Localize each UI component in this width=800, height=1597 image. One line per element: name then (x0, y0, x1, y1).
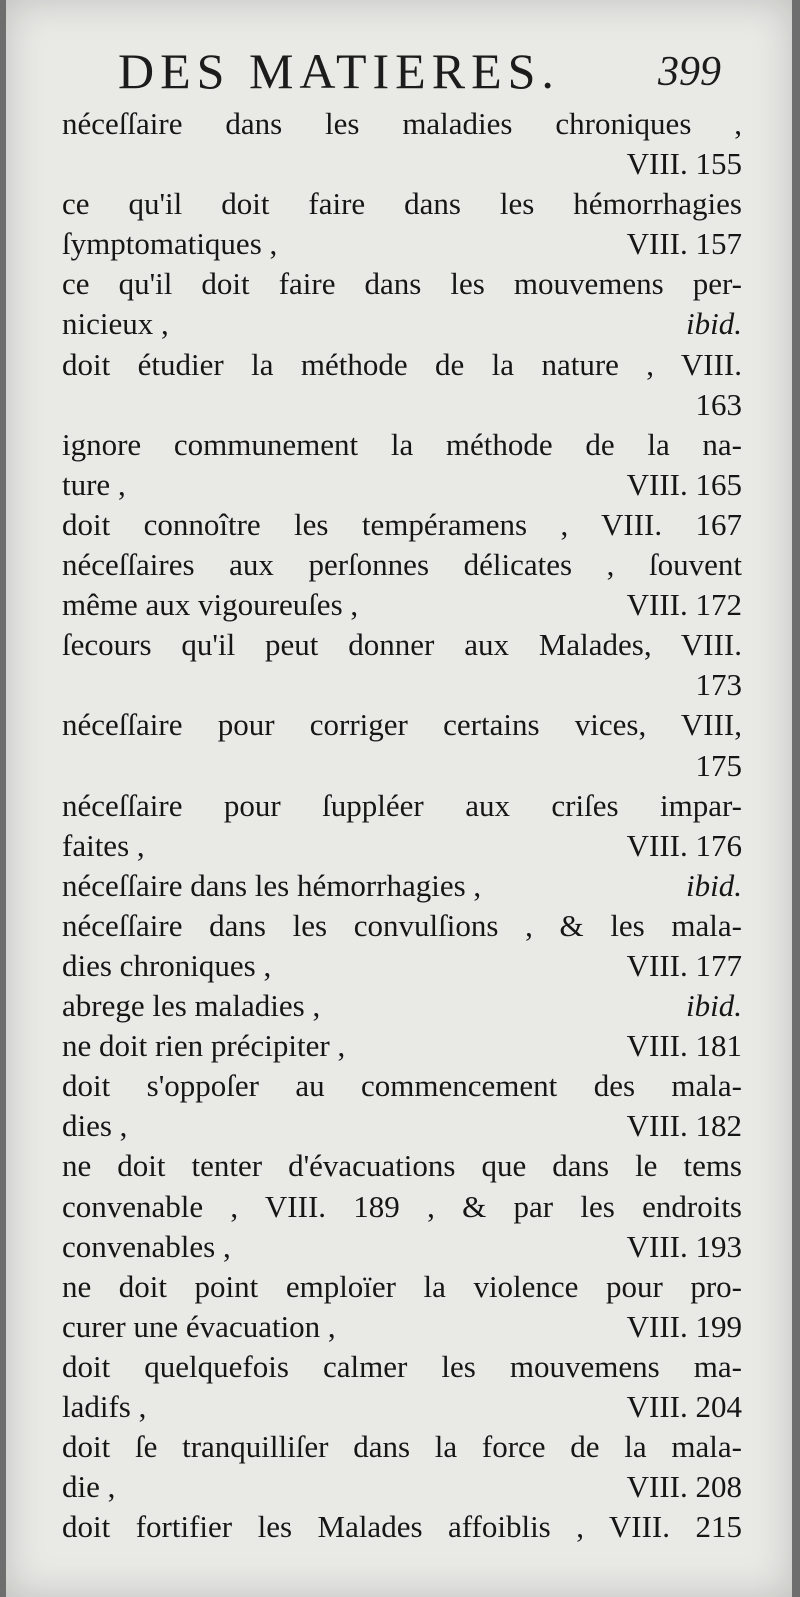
index-line (62, 1467, 742, 1507)
entry-reference: VIII. 199 (626, 1308, 742, 1344)
index-line (62, 264, 742, 304)
index-line (62, 1267, 742, 1307)
index-line (62, 1427, 742, 1467)
entry-reference: 173 (695, 667, 742, 703)
index-line (62, 104, 742, 144)
entry-text: néceſſaire dans les hémorrhagies , (62, 867, 482, 903)
entry-reference: VIII. 172 (626, 587, 742, 623)
header-title: DES MATIERES. (118, 43, 560, 99)
entry-text: die , (62, 1469, 116, 1505)
index-line (62, 304, 742, 344)
entry-reference: ibid. (686, 306, 742, 342)
entry-reference: VIII. 193 (626, 1228, 742, 1264)
index-line (62, 826, 742, 866)
index-line (62, 906, 742, 946)
entry-text: ignore communement la méthode de la na- (62, 426, 742, 462)
index-line (62, 1146, 742, 1186)
entry-text: curer une évacuation , (62, 1308, 336, 1344)
entry-text: convenables , (62, 1228, 231, 1264)
index-line (62, 385, 742, 425)
index-entries (62, 104, 742, 1547)
index-line (62, 1507, 742, 1547)
index-line (62, 1066, 742, 1106)
entry-reference: ibid. (686, 867, 742, 903)
entry-text: nicieux , (62, 306, 169, 342)
index-line (62, 665, 742, 705)
entry-reference: VIII. 165 (626, 466, 742, 502)
entry-reference: VIII. 204 (626, 1389, 742, 1424)
entry-reference: VIII. 182 (626, 1108, 742, 1144)
entry-reference: ibid. (686, 988, 742, 1024)
entry-reference: VIII. 157 (626, 226, 742, 262)
index-line (62, 345, 742, 385)
index-line (62, 1307, 742, 1347)
index-line (62, 786, 742, 826)
entry-text: doit étudier la méthode de la nature , VIII. (62, 346, 742, 382)
entry-text: doit connoître les tempéramens , VIII. 167 (62, 506, 742, 542)
entry-text: néceſſaire pour corriger certains vices, VIII, (62, 707, 742, 743)
entry-text: ce qu'il doit faire dans les mouvemens per- (62, 266, 742, 302)
index-line (62, 1187, 742, 1227)
entry-text: néceſſaire dans les maladies chroniques , (62, 106, 742, 141)
entry-text: ſymptomatiques , (62, 226, 278, 262)
index-line (62, 986, 742, 1026)
index-line (62, 1347, 742, 1387)
index-line (62, 866, 742, 906)
index-line (62, 505, 742, 545)
entry-text: faites , (62, 827, 145, 863)
index-line (62, 585, 742, 625)
index-line (62, 1227, 742, 1267)
entry-text: ladifs , (62, 1389, 147, 1424)
entry-text: doit quelquefois calmer les mouvemens ma- (62, 1348, 742, 1384)
entry-reference: VIII. 177 (626, 947, 742, 983)
page-number: 399 (658, 49, 721, 95)
index-page (6, 0, 792, 1597)
entry-text: néceſſaire dans les convulſions , & les mala- (62, 907, 742, 943)
index-line (62, 184, 742, 224)
entry-text: ſecours qu'il peut donner aux Malades, VIII. (62, 627, 742, 663)
index-line (62, 425, 742, 465)
entry-reference: VIII. 155 (626, 146, 742, 182)
index-line (62, 1387, 742, 1427)
entry-text: même aux vigoureuſes , (62, 587, 359, 623)
entry-reference: 175 (695, 747, 742, 783)
entry-reference: VIII. 176 (626, 827, 742, 863)
running-header (6, 42, 792, 112)
entry-text: ne doit rien précipiter , (62, 1028, 346, 1064)
index-line (62, 1106, 742, 1146)
entry-text: abrege les maladies , (62, 988, 321, 1024)
entry-text: doit fortifier les Malades affoiblis , VIII. 215 (62, 1509, 742, 1545)
entry-text: ne doit point emploïer la violence pour pro- (62, 1268, 742, 1304)
index-line (62, 746, 742, 786)
entry-text: dies , (62, 1108, 128, 1144)
index-line (62, 465, 742, 505)
entry-text: dies chroniques , (62, 947, 272, 983)
entry-text: néceſſaire pour ſuppléer aux criſes impar- (62, 787, 742, 823)
index-line (62, 946, 742, 986)
entry-text: doit s'oppoſer au commencement des mala- (62, 1068, 742, 1104)
entry-text: ne doit tenter d'évacuations que dans le tems (62, 1148, 742, 1184)
index-line (62, 144, 742, 184)
entry-text: convenable , VIII. 189 , & par les endroits (62, 1188, 742, 1224)
entry-text: doit ſe tranquilliſer dans la force de la mala- (62, 1429, 742, 1465)
index-line (62, 545, 742, 585)
index-line (62, 224, 742, 264)
entry-reference: 163 (695, 386, 742, 422)
entry-text: ce qu'il doit faire dans les hémorrhagies (62, 186, 742, 222)
index-line (62, 1026, 742, 1066)
entry-text: ture , (62, 466, 126, 502)
entry-reference: VIII. 181 (626, 1028, 742, 1064)
entry-text: néceſſaires aux perſonnes délicates , ſouvent (62, 547, 742, 583)
index-line (62, 625, 742, 665)
index-line (62, 705, 742, 745)
entry-reference: VIII. 208 (626, 1469, 742, 1505)
